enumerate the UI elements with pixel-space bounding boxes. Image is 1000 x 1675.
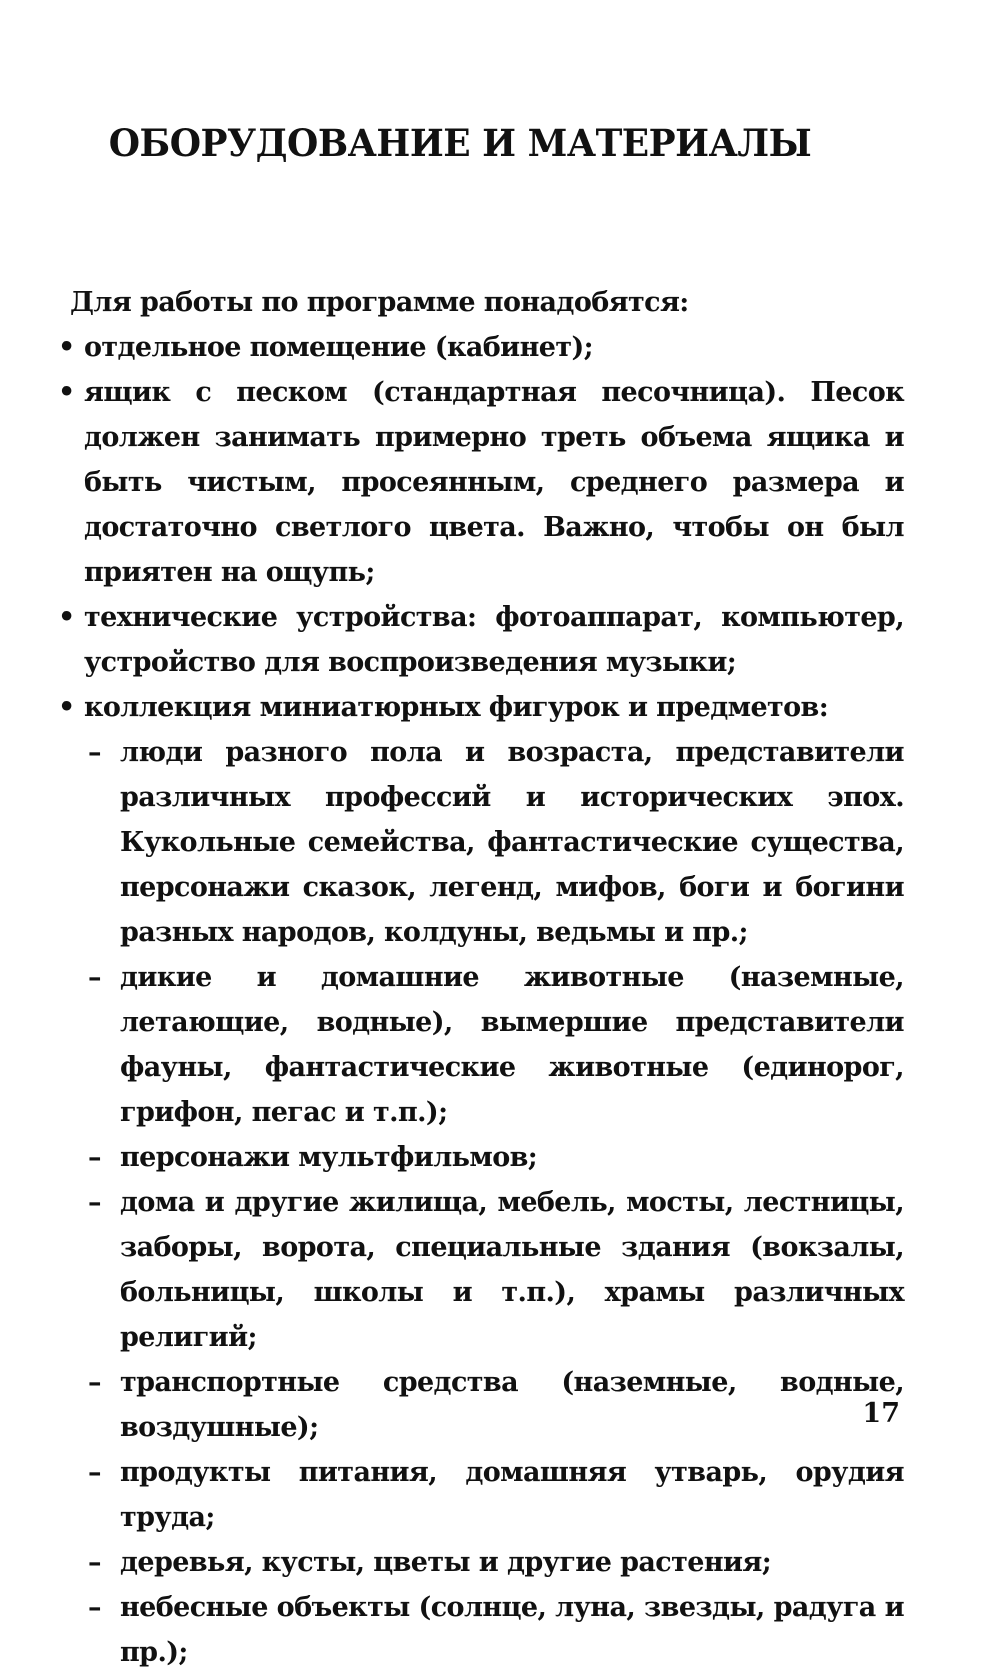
list-item-text: коллекция миниатюрных фигурок и предметов: (84, 692, 829, 723)
list-item-text: технические устройства: фотоаппарат, компьютер, устройство для воспроизведения музыки; (84, 602, 904, 678)
list-item-text: отдельное помещение (кабинет); (84, 332, 594, 363)
sublist-item-text: продукты питания, домашняя утварь, орудия труда; (120, 1457, 904, 1533)
list-item-text: ящик с песком (стандартная песочница). Песок должен занимать примерно треть объема ящика и быть чистым, просеянным, среднего размера и достаточно светлого цвета. Важно, чтобы он был приятен на ощупь; (84, 377, 904, 588)
sublist-item-text: транспортные средства (наземные, водные, воздушные); (120, 1367, 904, 1443)
dash-icon: – (88, 1547, 101, 1578)
sublist-item-text: люди разного пола и возраста, представители различных профессий и исторических эпох. Кукольные семейства, фантастические существа, персонажи сказок, легенд, мифов, боги и богини разных народов, колдуны, ведьмы и пр.; (120, 737, 904, 948)
dash-icon: – (88, 737, 101, 768)
dash-icon: – (88, 962, 101, 993)
list-item (58, 370, 904, 595)
sublist-item (88, 955, 904, 1135)
sublist-item-text: дома и другие жилища, мебель, мосты, лестницы, заборы, ворота, специальные здания (вокзалы, больницы, школы и т.п.), храмы различных религий; (120, 1187, 904, 1353)
list-item (58, 595, 904, 685)
sublist-item-text: персонажи мультфильмов; (120, 1142, 538, 1173)
page-number: 17 (862, 1398, 900, 1429)
bullet-icon: • (58, 602, 75, 633)
dash-icon: – (88, 1457, 101, 1488)
page-title: ОБОРУДОВАНИЕ И МАТЕРИАЛЫ (108, 120, 812, 165)
sublist-item-text: дикие и домашние животные (наземные, летающие, водные), вымершие представители фауны, фантастические животные (единорог, грифон, пегас и т.п.); (120, 962, 904, 1128)
sublist-item (88, 1585, 904, 1675)
page-body (58, 280, 904, 1675)
figurines-sublist (88, 730, 904, 1675)
sublist-item (88, 730, 904, 955)
sublist-item (88, 1135, 904, 1180)
sublist-item (88, 1540, 904, 1585)
sublist-item (88, 1180, 904, 1360)
list-item (58, 685, 904, 1675)
sublist-item (88, 1360, 904, 1450)
bullet-icon: • (58, 332, 75, 363)
bullet-icon: • (58, 377, 75, 408)
equipment-list (58, 325, 904, 1675)
sublist-item-text: деревья, кусты, цветы и другие растения; (120, 1547, 772, 1578)
intro-paragraph: Для работы по программе понадобятся: (70, 287, 689, 318)
bullet-icon: • (58, 692, 75, 723)
dash-icon: – (88, 1187, 101, 1218)
sublist-item-text: небесные объекты (солнце, луна, звезды, радуга и пр.); (120, 1592, 904, 1668)
list-item (58, 325, 904, 370)
dash-icon: – (88, 1367, 101, 1398)
sublist-item (88, 1450, 904, 1540)
dash-icon: – (88, 1142, 101, 1173)
dash-icon: – (88, 1592, 101, 1623)
